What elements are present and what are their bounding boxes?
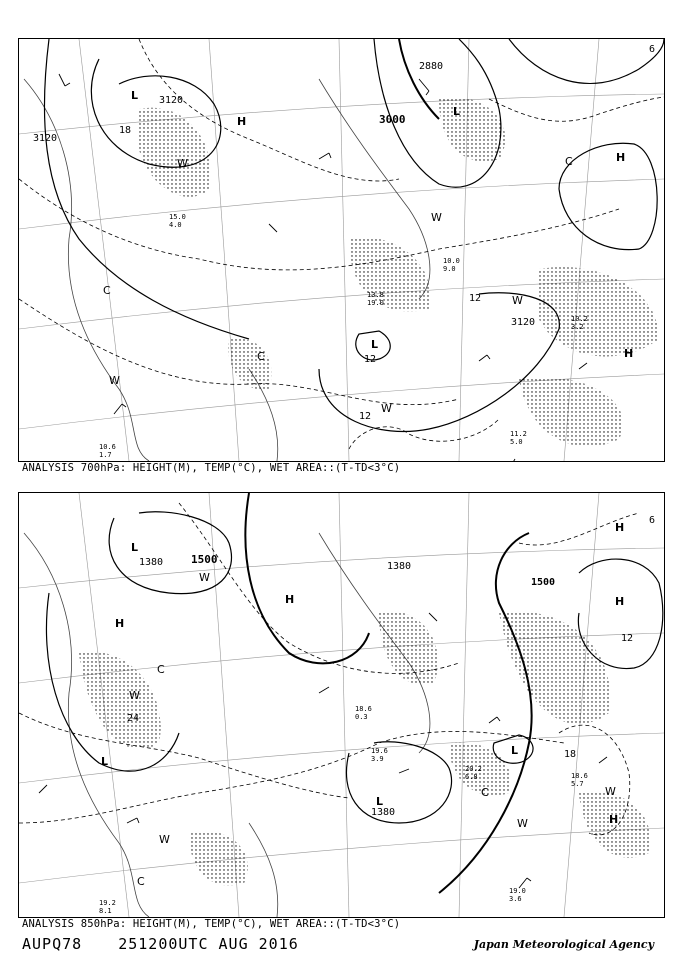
- station-dewpoint: 3.6: [509, 895, 522, 903]
- height-label: 3120: [159, 95, 184, 106]
- center-marker: H: [115, 617, 125, 630]
- station-dewpoint: 0.3: [355, 713, 368, 721]
- height-label: 2880: [419, 61, 444, 72]
- temp-label: 12: [359, 411, 372, 422]
- center-marker: L: [511, 744, 519, 757]
- station-temp: 19.2: [99, 899, 116, 907]
- center-marker: C: [481, 786, 489, 799]
- center-marker: C: [257, 350, 265, 363]
- center-marker: W: [605, 785, 616, 798]
- temp-label: 6: [649, 44, 656, 55]
- height-label: 1380: [139, 557, 164, 568]
- height-label: 3120: [33, 133, 58, 144]
- center-marker: H: [609, 813, 619, 826]
- height-label: 1500: [531, 577, 556, 588]
- temp-label: 6: [649, 515, 656, 526]
- station-temp: 10.0: [443, 257, 460, 265]
- station-temp: 19.0: [509, 887, 526, 895]
- footer-identifiers: [22, 935, 325, 953]
- station-temp: 19.6: [371, 747, 388, 755]
- chart-700hpa-caption: ANALYSIS 700hPa: HEIGHT(M), TEMP(°C), WET AREA::(T-TD<3°C): [22, 462, 401, 474]
- station-dewpoint: 5.0: [510, 438, 523, 446]
- center-marker: L: [131, 89, 139, 102]
- chart-700hpa-map: [19, 39, 664, 461]
- temp-label: 18: [119, 125, 132, 136]
- station-dewpoint: 1.7: [99, 451, 112, 459]
- center-marker: W: [517, 817, 528, 830]
- temp-label: 12: [621, 633, 634, 644]
- height-label: 1380: [371, 807, 396, 818]
- station-dewpoint: 3.9: [371, 755, 384, 763]
- center-marker: W: [159, 833, 170, 846]
- chart-700hpa: [18, 38, 665, 462]
- center-marker: W: [177, 157, 188, 170]
- station-dewpoint: 4.0: [169, 221, 182, 229]
- center-marker: W: [431, 211, 442, 224]
- station-temp: 11.2: [510, 430, 527, 438]
- center-marker: W: [199, 571, 210, 584]
- station-dewpoint: 5.7: [571, 780, 584, 788]
- center-marker: C: [157, 663, 165, 676]
- center-marker: H: [237, 115, 247, 128]
- station-dewpoint: 3.2: [571, 323, 584, 331]
- height-label: 1500: [191, 553, 218, 566]
- chart-850hpa: [18, 492, 665, 918]
- chart-850hpa-caption: ANALYSIS 850hPa: HEIGHT(M), TEMP(°C), WET AREA::(T-TD<3°C): [22, 918, 401, 930]
- height-label: 1380: [387, 561, 412, 572]
- station-dewpoint: 8.1: [99, 907, 112, 915]
- center-marker: H: [285, 593, 295, 606]
- valid-time: 251200UTC AUG 2016: [118, 935, 299, 953]
- station-temp: 10.2: [571, 315, 588, 323]
- center-marker: H: [624, 347, 634, 360]
- center-marker: W: [512, 294, 523, 307]
- center-marker: L: [131, 541, 139, 554]
- center-marker: W: [381, 402, 392, 415]
- center-marker: C: [103, 284, 111, 297]
- center-marker: W: [109, 374, 120, 387]
- station-temp: 18.6: [571, 772, 588, 780]
- height-label: 3000: [379, 113, 406, 126]
- temp-label: 12: [469, 293, 482, 304]
- chart-id: AUPQ78: [22, 935, 83, 953]
- station-dewpoint: 6.8: [465, 773, 478, 781]
- center-marker: H: [615, 521, 625, 534]
- station-temp: 15.0: [169, 213, 186, 221]
- temp-label: 24: [127, 713, 140, 724]
- height-label: 3120: [511, 317, 536, 328]
- center-marker: C: [137, 875, 145, 888]
- agency-credit: Japan Meteorological Agency: [473, 938, 654, 951]
- center-marker: W: [129, 689, 140, 702]
- center-marker: H: [615, 595, 625, 608]
- temp-label: 12: [364, 354, 377, 365]
- wind-barbs: [59, 74, 587, 461]
- center-marker: L: [371, 338, 379, 351]
- center-marker: L: [453, 105, 461, 118]
- station-temp: 20.2: [465, 765, 482, 773]
- chart-850hpa-map: [19, 493, 664, 917]
- station-dewpoint: 9.0: [443, 265, 456, 273]
- center-marker: H: [616, 151, 626, 164]
- station-temp: 18.6: [355, 705, 372, 713]
- station-temp: 13.8: [367, 291, 384, 299]
- station-dewpoint: 19.0: [367, 299, 384, 307]
- center-marker: C: [565, 155, 573, 168]
- center-marker: L: [101, 755, 109, 768]
- station-temp: 10.6: [99, 443, 116, 451]
- center-marker: L: [376, 795, 384, 808]
- temp-label: 18: [564, 749, 577, 760]
